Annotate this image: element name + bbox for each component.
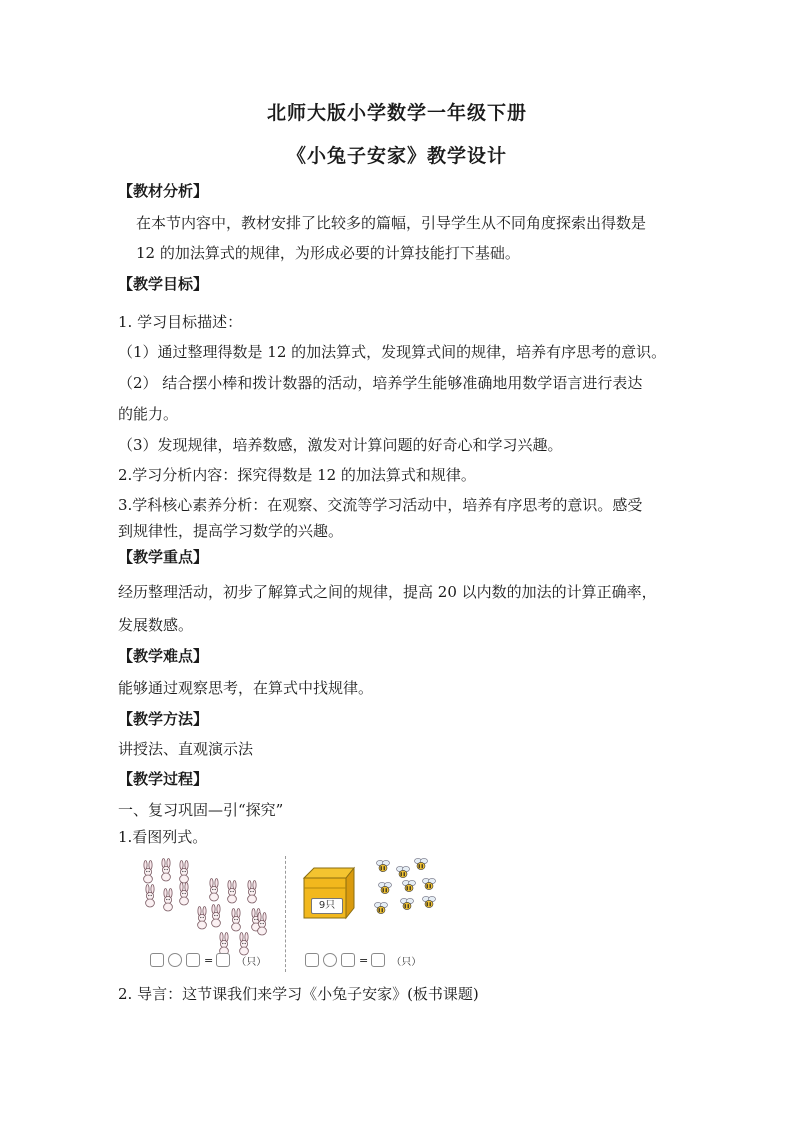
rabbit-icon — [245, 880, 259, 904]
goal-line-5: （3）发现规律，培养数感，激发对计算问题的好奇心和学习兴趣。 — [118, 436, 563, 454]
goal-line-3: （2） 结合摆小棒和拨计数器的活动，培养学生能够准确地用数学语言进行表达 — [118, 374, 643, 392]
key-text-line-1: 经历整理活动，初步了解算式之间的规律，提高 20 以内数的加法的计算正确率， — [118, 583, 657, 601]
bee-icon — [373, 900, 389, 914]
answer-box[interactable] — [216, 953, 230, 967]
answer-box[interactable] — [186, 953, 200, 967]
goal-line-2: （1）通过整理得数是 12 的加法算式，发现算式间的规律，培养有序思考的意识。 — [118, 343, 667, 361]
counting-illustration — [137, 852, 437, 974]
bee-icon — [399, 896, 415, 910]
equals-sign: = — [204, 953, 214, 967]
goal-line-6: 2.学习分析内容：探究得数是 12 的加法算式和规律。 — [118, 466, 476, 484]
unit-label: （只） — [391, 956, 422, 968]
goal-line-7: 3.学科核心素养分析：在观察、交流等学习活动中，培养有序思考的意识。感受 — [118, 496, 643, 514]
material-text-line-2: 12 的加法算式的规律，为形成必要的计算技能打下基础。 — [136, 244, 520, 262]
beehive-count-label: 9只 — [311, 898, 343, 914]
rabbit-icon — [255, 912, 269, 936]
answer-box[interactable] — [305, 953, 319, 967]
rabbit-icon — [195, 906, 209, 930]
section-heading-material: 【教材分析】 — [118, 182, 209, 200]
equation-left — [150, 951, 266, 969]
bee-icon — [421, 876, 437, 890]
difficulty-text: 能够通过观察思考，在算式中找规律。 — [118, 679, 374, 697]
bee-icon — [395, 864, 411, 878]
answer-box[interactable] — [150, 953, 164, 967]
document-title: 北师大版小学数学一年级下册 — [266, 102, 527, 124]
section-heading-method: 【教学方法】 — [118, 710, 209, 728]
process-line-2: 1.看图列式。 — [118, 828, 208, 846]
bee-icon — [401, 878, 417, 892]
section-heading-key: 【教学重点】 — [118, 548, 209, 566]
rabbit-icon — [229, 908, 243, 932]
section-heading-difficulty: 【教学难点】 — [118, 647, 209, 665]
document-subtitle: 《小兔子安家》教学设计 — [286, 145, 507, 167]
answer-box[interactable] — [371, 953, 385, 967]
rabbit-icon — [177, 860, 191, 884]
answer-box[interactable] — [341, 953, 355, 967]
rabbit-icon — [141, 860, 155, 884]
bee-icon — [377, 880, 393, 894]
material-text-line-1: 在本节内容中，教材安排了比较多的篇幅，引导学生从不同角度探索出得数是 — [136, 214, 647, 232]
equals-sign: = — [359, 953, 369, 967]
section-heading-goals: 【教学目标】 — [118, 275, 209, 293]
equation-right — [305, 951, 421, 969]
rabbit-icon — [225, 880, 239, 904]
process-line-3: 2. 导言：这节课我们来学习《小兔子安家》(板书课题) — [118, 985, 479, 1003]
section-heading-process: 【教学过程】 — [118, 770, 209, 788]
rabbit-icon — [143, 884, 157, 908]
bee-icon — [375, 858, 391, 872]
bee-icon — [413, 856, 429, 870]
rabbit-icon — [177, 882, 191, 906]
rabbit-icon — [161, 888, 175, 912]
operator-circle[interactable] — [323, 953, 337, 967]
process-line-1: 一、复习巩固—引“探究” — [118, 801, 284, 819]
goal-line-8: 到规律性，提高学习数学的兴趣。 — [118, 522, 344, 540]
bee-icon — [421, 894, 437, 908]
key-text-line-2: 发展数感。 — [118, 616, 194, 634]
method-text: 讲授法、直观演示法 — [118, 740, 254, 758]
unit-label: （只） — [236, 956, 267, 968]
operator-circle[interactable] — [168, 953, 182, 967]
goal-line-1: 1. 学习目标描述： — [118, 313, 243, 331]
figure-divider — [285, 856, 286, 972]
rabbit-icon — [207, 878, 221, 902]
rabbit-icon — [159, 858, 173, 882]
rabbit-icon — [209, 904, 223, 928]
goal-line-4: 的能力。 — [118, 405, 179, 423]
